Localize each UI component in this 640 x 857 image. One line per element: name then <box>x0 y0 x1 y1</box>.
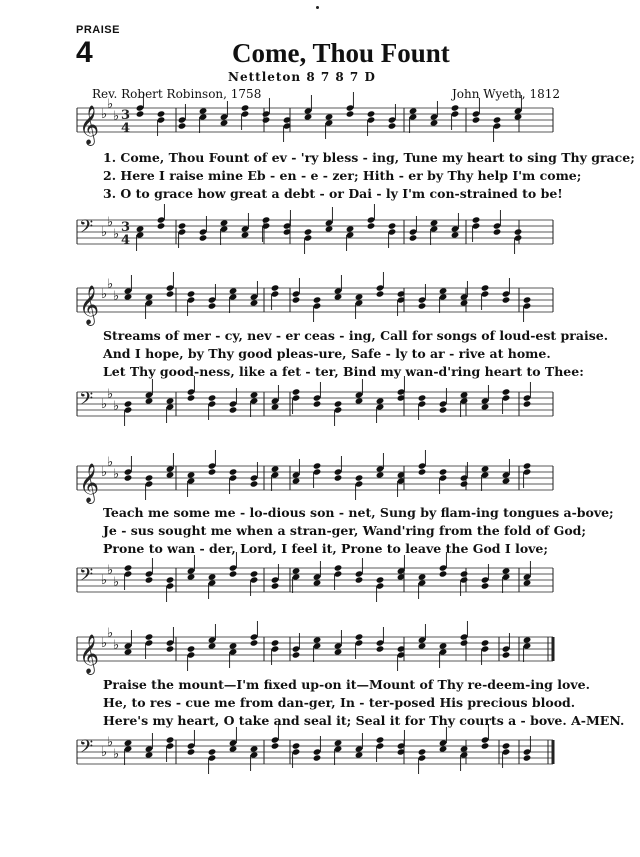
notehead <box>136 110 145 117</box>
notehead <box>376 397 385 404</box>
notehead <box>460 480 469 487</box>
time-signature: 3 <box>121 220 131 235</box>
flat-icon: ♭ <box>107 626 114 641</box>
notehead <box>481 284 490 291</box>
notehead <box>493 116 502 123</box>
notehead <box>178 122 187 129</box>
flat-icon: ♭ <box>101 397 108 412</box>
treble-clef-icon: 𝄞 <box>79 105 100 145</box>
notehead <box>220 119 229 126</box>
notehead <box>418 573 427 580</box>
lyric-line: Praise the mount—I'm fixed up-on it—Mount of Thy re-deem-ing love. <box>103 677 590 692</box>
notehead <box>166 645 175 652</box>
notehead <box>334 739 343 746</box>
bass-clef-icon: 𝄢 <box>79 217 94 242</box>
flat-icon: ♭ <box>101 225 108 240</box>
notehead <box>187 290 196 297</box>
lyric-line: And I hope, by Thy good pleas-ure, Safe - ly to ar - rive at home. <box>103 346 551 361</box>
notehead <box>439 642 448 649</box>
notehead <box>241 231 250 238</box>
notehead <box>208 642 217 649</box>
notehead <box>313 400 322 407</box>
notehead <box>313 579 322 586</box>
flat-icon: ♭ <box>113 638 120 653</box>
lyric-line: Here's my heart, O take and seal it; Seal it for Thy courts a - bove. A-MEN. <box>103 713 625 728</box>
notehead <box>481 465 490 472</box>
notehead <box>292 651 301 658</box>
notehead <box>187 394 196 401</box>
notehead <box>523 754 532 761</box>
notehead <box>523 636 532 643</box>
notehead <box>313 296 322 303</box>
flat-icon: ♭ <box>113 227 120 242</box>
flat-icon: ♭ <box>113 399 120 414</box>
notehead <box>334 564 343 571</box>
notehead <box>292 296 301 303</box>
notehead <box>271 742 280 749</box>
notehead <box>208 302 217 309</box>
notehead <box>502 477 511 484</box>
hymn-number: 4 <box>76 36 93 69</box>
notehead <box>229 570 238 577</box>
notehead <box>472 116 481 123</box>
notehead <box>355 397 364 404</box>
notehead <box>502 567 511 574</box>
notehead <box>166 576 175 583</box>
notehead <box>523 462 532 469</box>
flat-icon: ♭ <box>107 97 114 112</box>
treble-clef-icon: 𝄞 <box>79 285 100 325</box>
flat-icon: ♭ <box>107 215 114 230</box>
notehead <box>355 293 364 300</box>
flat-icon: ♭ <box>113 747 120 762</box>
notehead <box>220 219 229 226</box>
lyric-line: He, to res - cue me from dan-ger, In - ter-posed His precious blood. <box>103 695 576 710</box>
flat-icon: ♭ <box>101 465 108 480</box>
notehead <box>262 116 271 123</box>
notehead <box>376 645 385 652</box>
notehead <box>325 113 334 120</box>
notehead <box>523 400 532 407</box>
notehead <box>523 296 532 303</box>
notehead <box>229 745 238 752</box>
notehead <box>166 397 175 404</box>
notehead <box>292 567 301 574</box>
notehead <box>472 216 481 223</box>
notehead <box>430 119 439 126</box>
notehead <box>166 290 175 297</box>
notehead <box>271 403 280 410</box>
notehead <box>187 645 196 652</box>
flat-icon: ♭ <box>107 387 114 402</box>
flat-icon: ♭ <box>107 735 114 750</box>
notehead <box>439 287 448 294</box>
notehead <box>166 471 175 478</box>
hymn-title: Come, Thou Fount <box>232 38 450 68</box>
notehead <box>334 400 343 407</box>
notehead <box>124 293 133 300</box>
notehead <box>292 742 301 749</box>
time-signature: 4 <box>121 121 131 136</box>
notehead <box>145 293 154 300</box>
notehead <box>355 474 364 481</box>
notehead <box>376 471 385 478</box>
flat-icon: ♭ <box>101 636 108 651</box>
notehead <box>418 302 427 309</box>
flat-icon: ♭ <box>113 575 120 590</box>
notehead <box>418 748 427 755</box>
notehead <box>481 639 490 646</box>
notehead <box>334 474 343 481</box>
bass-clef-icon: 𝄢 <box>79 737 94 762</box>
notehead <box>493 228 502 235</box>
notehead <box>313 636 322 643</box>
notehead <box>250 299 259 306</box>
notehead <box>124 400 133 407</box>
notehead <box>187 748 196 755</box>
notehead <box>250 480 259 487</box>
notehead <box>460 639 469 646</box>
notehead <box>325 225 334 232</box>
notehead <box>250 745 259 752</box>
notehead <box>157 222 166 229</box>
notehead <box>124 474 133 481</box>
lyric-line: 1. Come, Thou Fount of ev - 'ry bless - ing, Tune my heart to sing Thy grace; <box>103 150 635 165</box>
flat-icon: ♭ <box>101 107 108 122</box>
treble-clef-icon: 𝄞 <box>79 634 100 674</box>
notehead <box>409 234 418 241</box>
tune-meter: Nettleton 8 7 8 7 D <box>228 70 376 84</box>
lyricist: Rev. Robert Robinson, 1758 <box>92 87 262 101</box>
notehead <box>208 748 217 755</box>
flat-icon: ♭ <box>107 563 114 578</box>
flat-icon: ♭ <box>113 467 120 482</box>
notehead <box>376 736 385 743</box>
flat-icon: ♭ <box>113 109 120 124</box>
notehead <box>208 394 217 401</box>
notehead <box>124 648 133 655</box>
notehead <box>481 742 490 749</box>
flat-icon: ♭ <box>101 573 108 588</box>
notehead <box>376 576 385 583</box>
notehead <box>334 648 343 655</box>
lyric-line: Teach me some me - lo-dious son - net, Sung by flam-ing tongues a-bove; <box>103 505 614 520</box>
notehead <box>229 468 238 475</box>
time-signature: 3 <box>121 108 131 123</box>
notehead <box>250 570 259 577</box>
notehead <box>250 391 259 398</box>
notehead <box>292 477 301 484</box>
notehead <box>388 222 397 229</box>
notehead <box>502 296 511 303</box>
notehead <box>388 122 397 129</box>
flat-icon: ♭ <box>101 745 108 760</box>
notehead <box>271 582 280 589</box>
notehead <box>481 403 490 410</box>
notehead <box>514 113 523 120</box>
flat-icon: ♭ <box>107 455 114 470</box>
notehead <box>439 570 448 577</box>
notehead <box>124 564 133 571</box>
notehead <box>481 582 490 589</box>
notehead <box>439 468 448 475</box>
notehead <box>271 639 280 646</box>
notehead <box>334 293 343 300</box>
notehead <box>229 642 238 649</box>
notehead <box>313 754 322 761</box>
notehead <box>292 388 301 395</box>
notehead <box>355 633 364 640</box>
notehead <box>208 468 217 475</box>
notehead <box>199 107 208 114</box>
notehead <box>178 222 187 229</box>
notehead <box>460 391 469 398</box>
notehead <box>355 751 364 758</box>
notehead <box>124 739 133 746</box>
bass-clef-icon: 𝄢 <box>79 389 94 414</box>
lyric-line: Let Thy good-ness, like a fet - ter, Bind my wan-d'ring heart to Thee: <box>103 364 584 379</box>
notehead <box>271 465 280 472</box>
notehead <box>136 225 145 232</box>
notehead <box>145 576 154 583</box>
notehead <box>187 573 196 580</box>
notehead <box>241 104 250 111</box>
notehead <box>229 287 238 294</box>
notehead <box>523 579 532 586</box>
section-label: PRAISE <box>76 24 120 36</box>
notehead <box>418 468 427 475</box>
notehead <box>460 570 469 577</box>
notehead <box>502 742 511 749</box>
notehead <box>229 406 238 413</box>
notehead <box>145 633 154 640</box>
notehead <box>187 471 196 478</box>
notehead <box>439 406 448 413</box>
notehead <box>157 110 166 117</box>
time-signature: 4 <box>121 233 131 248</box>
notehead <box>418 642 427 649</box>
notehead <box>451 231 460 238</box>
bass-clef-icon: 𝄢 <box>79 565 94 590</box>
notehead <box>367 110 376 117</box>
notehead <box>502 388 511 395</box>
notehead <box>346 225 355 232</box>
notehead <box>439 745 448 752</box>
lyric-line: Streams of mer - cy, nev - er ceas - ing, Call for songs of loud-est praise. <box>103 328 609 343</box>
notehead <box>346 110 355 117</box>
flat-icon: ♭ <box>107 277 114 292</box>
notehead <box>502 651 511 658</box>
notehead <box>199 234 208 241</box>
notehead <box>304 228 313 235</box>
notehead <box>430 219 439 226</box>
notehead <box>460 299 469 306</box>
notehead <box>514 228 523 235</box>
notehead <box>418 394 427 401</box>
flat-icon: ♭ <box>113 289 120 304</box>
notehead <box>451 104 460 111</box>
notehead <box>208 573 217 580</box>
notehead <box>145 751 154 758</box>
treble-clef-icon: 𝄞 <box>79 463 100 503</box>
lyric-line: 2. Here I raise mine Eb - en - e - zer; Hith - er by Thy help I'm come; <box>103 168 582 183</box>
lyric-line: Prone to wan - der, Lord, I feel it, Prone to leave the God I love; <box>103 541 548 556</box>
lyric-line: 3. O to grace how great a debt - or Dai - ly I'm con-strained to be! <box>103 186 563 201</box>
notehead <box>355 576 364 583</box>
notehead <box>376 290 385 297</box>
notehead <box>145 397 154 404</box>
notehead <box>271 284 280 291</box>
flat-icon: ♭ <box>101 287 108 302</box>
notehead <box>166 736 175 743</box>
notehead <box>409 107 418 114</box>
notehead <box>145 474 154 481</box>
notehead <box>250 639 259 646</box>
lyric-line: Je - sus sought me when a stran-ger, Wand'ring from the fold of God; <box>103 523 587 538</box>
notehead <box>304 113 313 120</box>
notehead <box>367 222 376 229</box>
notehead <box>460 745 469 752</box>
composer: John Wyeth, 1812 <box>452 87 560 101</box>
notehead <box>313 462 322 469</box>
notehead <box>262 216 271 223</box>
